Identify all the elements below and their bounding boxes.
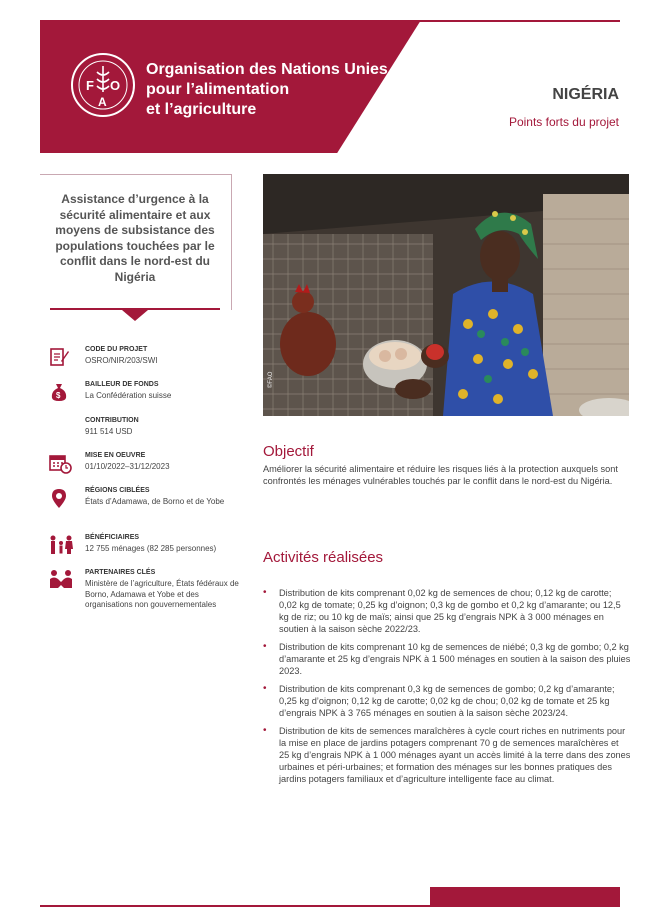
svg-text:F: F [86,78,94,93]
info-value: 911 514 USD [85,427,133,436]
info-value: 12 755 ménages (82 285 personnes) [85,544,217,553]
objective-text: Améliorer la sécurité alimentaire et réduire les risques liés à la protection auxquels sont confrontés les ménages vulnérables touchés par le conflit dans le nord-est du Nigéria. [263,464,618,486]
title-separator-arrow [122,310,148,321]
document-subtitle: Points forts du projet [508,115,619,129]
info-implementation [48,452,238,482]
info-beneficiaries [48,534,238,564]
info-label: CODE DU PROJET [85,346,148,353]
info-value: 01/10/2022–31/12/2023 [85,462,170,471]
info-label: RÉGIONS CIBLÉES [85,487,150,494]
handshake-icon [48,569,72,591]
photo-credit: ©FAO [268,371,274,388]
document-pen-icon [48,346,72,368]
map-pin-icon [48,487,72,509]
country-title: NIGÉRIA [552,86,619,103]
info-label: PARTENAIRES CLÉS [85,569,156,576]
activities-heading: Activités réalisées [263,549,384,566]
org-name-line: pour l’alimentation [146,81,290,98]
list-item: • Distribution de kits comprenant 0,3 kg de semences de gombo; 0,2 kg d’amarante; 0,25 kg d’oignon; 0,12 kg de carotte; 0,02 kg de chou; 0,02 kg de tomate et 25 kg d’engrais NPK à 3 765 ménages en soutien à la saison sèche 2023/24. [263,683,631,719]
info-value: Ministère de l’agriculture, États fédéraux de Borno, Adamawa et Yobe et des organisations non gouvernementales [85,579,239,609]
info-partners [48,569,238,625]
list-item: • Distribution de kits comprenant 10 kg de semences de niébé; 0,3 kg de gombo; 0,2 kg d’amarante et 25 kg d’engrais NPK à 1 500 ménages en soutien à la saison des pluies 2023. [263,641,631,677]
money-bag-icon [48,381,72,403]
svg-text:$: $ [56,391,61,400]
list-item: • Distribution de kits comprenant 0,02 kg de semences de chou; 0,12 kg de carotte; 0,02 kg de tomate; 0,25 kg d’oignon; 0,3 kg de gombo et 0,2 kg d’amarante; ou 12,5 kg de riz; ou 10 kg de maïs; ainsi que 25 kg d’engrais NPK à 3 000 ménages en soutien à la saison sèche 2022/23. [263,587,631,635]
org-name-line: et l’agriculture [146,101,257,118]
fao-logo [70,52,136,118]
objective-heading: Objectif [263,443,314,460]
info-target-regions [48,487,238,523]
calendar-clock-icon [48,452,72,474]
family-icon [48,534,72,556]
header-rule [419,20,620,22]
info-value: La Confédération suisse [85,391,172,400]
info-project-code [48,346,238,376]
svg-text:O: O [110,78,121,93]
project-title: Assistance d’urgence à la sécurité alimentaire et aux moyens de subsistance des populations touchées par le conflit dans le nord-est du Nigéria [55,192,215,284]
info-label: MISE EN OEUVRE [85,452,146,459]
organization-name [146,60,396,120]
svg-text:A: A [98,95,107,109]
info-label: CONTRIBUTION [85,417,139,424]
activities-list [263,587,631,791]
info-funding [48,381,238,411]
info-label: BÉNÉFICIAIRES [85,534,140,541]
info-label: BAILLEUR DE FONDS [85,381,159,388]
project-photo [263,174,629,416]
footer-bar [430,887,620,905]
org-name-line: Organisation des Nations Unies [146,61,388,78]
info-contribution [48,417,238,447]
list-item: • Distribution de kits de semences maraîchères à cycle court riches en nutriments pour la mise en place de jardins potagers comprenant 70 g de semences maraîchères et 25 kg d’engrais NPK à 1 000 ménages ayant un accès limité à la terre dans des zones urbaines et péri-urbaines; et formation des ménages sur les bonnes pratiques des jardins potagers familiaux et d’agriculture intelligente face au climat. [263,725,631,785]
info-value: OSRO/NIR/203/SWI [85,356,158,365]
footer-rule [40,905,620,907]
info-value: États d’Adamawa, de Borno et de Yobe [85,497,225,506]
